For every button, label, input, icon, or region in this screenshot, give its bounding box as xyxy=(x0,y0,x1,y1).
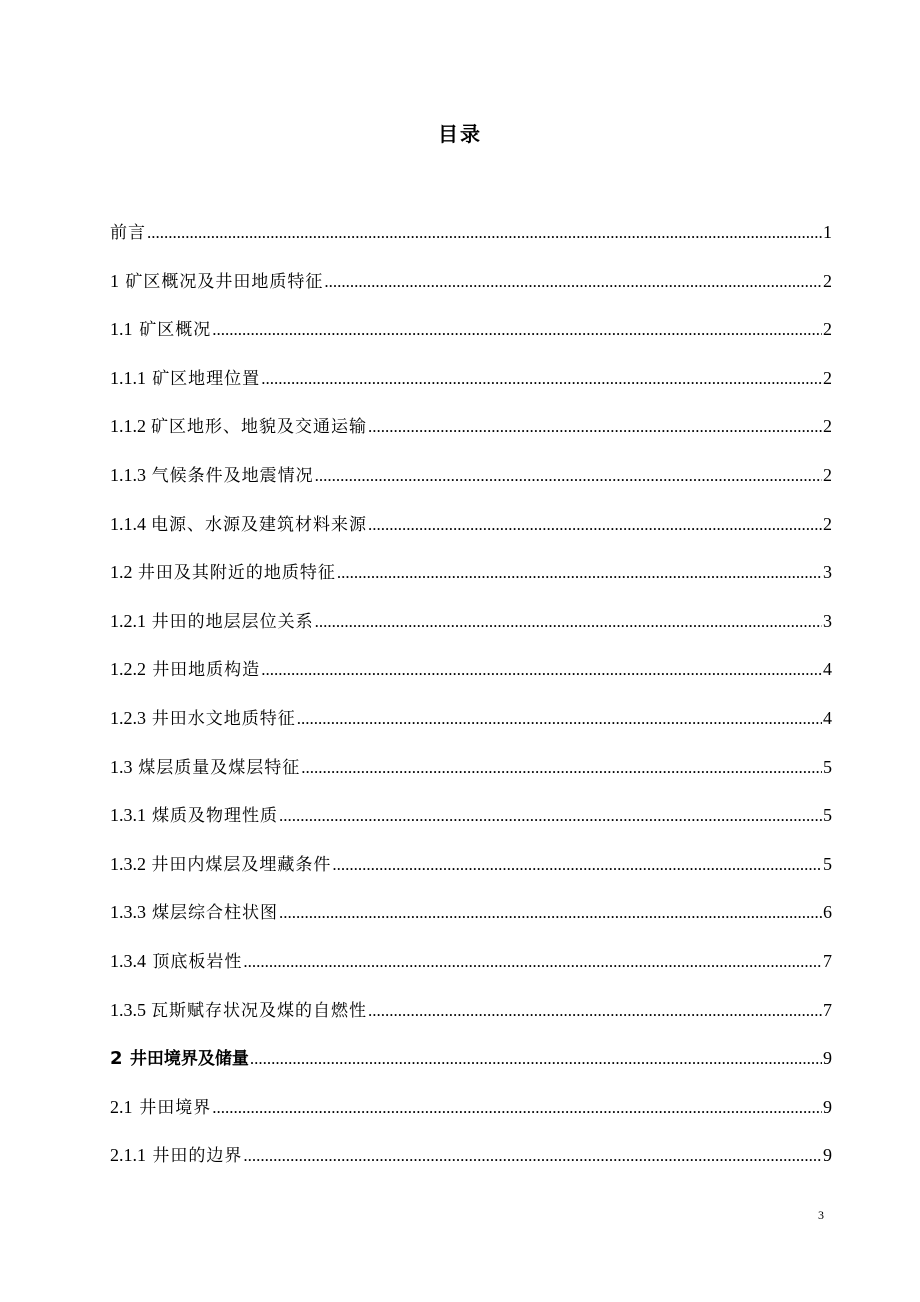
toc-entry[interactable] xyxy=(110,218,832,267)
toc-leader-dots xyxy=(368,511,822,539)
toc-entry-number: 1.2.3 xyxy=(110,707,146,728)
toc-leader-dots xyxy=(315,608,822,636)
toc-entry-page: 7 xyxy=(823,999,832,1020)
toc-entry-number: 1.3.3 xyxy=(110,902,146,923)
toc-entry-title: 电源、水源及建筑材料来源 xyxy=(151,514,367,535)
toc-entry-title: 煤质及物理性质 xyxy=(151,806,278,827)
toc-entry[interactable] xyxy=(110,607,832,656)
toc-entry-page: 2 xyxy=(823,319,832,340)
toc-entry-title: 瓦斯赋存状况及煤的自燃性 xyxy=(151,1000,367,1021)
toc-entry-title: 煤层质量及煤层特征 xyxy=(138,757,301,778)
toc-entry-number: 1.2 xyxy=(110,562,133,583)
toc-entry-number: 1 xyxy=(110,270,119,291)
toc-entry-title: 井田的边界 xyxy=(152,1146,243,1167)
toc-leader-dots xyxy=(279,899,822,927)
toc-leader-dots xyxy=(279,802,822,830)
toc-entry[interactable] xyxy=(110,850,832,899)
toc-leader-dots xyxy=(250,1045,822,1073)
toc-entry-page: 9 xyxy=(823,1096,832,1117)
toc-entry-page: 2 xyxy=(823,513,832,534)
toc-entry-page: 3 xyxy=(823,562,832,583)
toc-leader-dots xyxy=(243,1142,822,1170)
toc-leader-dots xyxy=(243,948,822,976)
toc-entry-number: 2.1.1 xyxy=(110,1145,146,1166)
toc-entry[interactable] xyxy=(110,753,832,802)
toc-entry-number: 1.1 xyxy=(110,319,133,340)
toc-entry-title: 井田的地层层位关系 xyxy=(151,611,314,632)
toc-entry-number: 1.3.4 xyxy=(110,950,146,971)
toc-leader-dots xyxy=(337,559,822,587)
toc-entry-number: 2.1 xyxy=(110,1096,133,1117)
page-title: 目录 xyxy=(438,122,482,146)
toc-leader-dots xyxy=(368,997,822,1025)
toc-entry-page: 7 xyxy=(823,950,832,971)
toc-entry[interactable] xyxy=(110,996,832,1045)
toc-entry-title: 井田及其附近的地质特征 xyxy=(137,563,336,584)
toc-entry-page: 9 xyxy=(823,1145,832,1166)
toc-leader-dots xyxy=(315,462,822,490)
table-of-contents xyxy=(110,218,832,1190)
toc-entry-page: 2 xyxy=(823,270,832,291)
toc-entry-number: 2 xyxy=(110,1048,123,1070)
toc-entry[interactable] xyxy=(110,461,832,510)
toc-entry[interactable] xyxy=(110,1141,832,1190)
toc-entry[interactable] xyxy=(110,704,832,753)
toc-leader-dots xyxy=(147,219,822,247)
toc-entry[interactable] xyxy=(110,1044,832,1093)
toc-entry[interactable] xyxy=(110,364,832,413)
toc-entry-title: 井田境界 xyxy=(139,1097,212,1118)
toc-entry-number: 1.2.1 xyxy=(110,610,146,631)
toc-entry-title: 井田水文地质特征 xyxy=(151,708,296,729)
toc-leader-dots xyxy=(297,705,822,733)
toc-entry-page: 1 xyxy=(823,222,832,242)
toc-leader-dots xyxy=(301,754,822,782)
toc-entry-number: 1.3.1 xyxy=(110,805,146,826)
toc-entry-number: 1.2.2 xyxy=(110,659,146,680)
toc-leader-dots xyxy=(368,413,822,441)
toc-leader-dots xyxy=(332,851,822,879)
toc-entry-number: 1.1.3 xyxy=(110,464,146,485)
toc-leader-dots xyxy=(261,365,822,393)
toc-entry-title: 矿区地形、地貌及交通运输 xyxy=(151,417,367,438)
toc-leader-dots xyxy=(261,656,822,684)
toc-entry[interactable] xyxy=(110,412,832,461)
toc-entry-number: 1.1.2 xyxy=(110,416,146,437)
toc-entry-number: 1.3 xyxy=(110,756,133,777)
toc-entry-page: 2 xyxy=(823,367,832,388)
toc-entry[interactable] xyxy=(110,898,832,947)
toc-entry-page: 3 xyxy=(823,610,832,631)
toc-entry[interactable] xyxy=(110,315,832,364)
toc-entry-title: 井田境界及储量 xyxy=(129,1049,249,1070)
toc-entry-page: 4 xyxy=(823,707,832,728)
toc-entry[interactable] xyxy=(110,947,832,996)
toc-entry[interactable] xyxy=(110,1093,832,1142)
toc-leader-dots xyxy=(324,268,822,296)
toc-entry-number: 1.1.1 xyxy=(110,367,146,388)
toc-entry-title: 前言 xyxy=(110,223,146,243)
toc-entry-page: 9 xyxy=(823,1048,832,1069)
toc-entry-title: 矿区概况 xyxy=(139,320,212,341)
toc-entry-title: 井田内煤层及埋藏条件 xyxy=(151,854,332,875)
toc-leader-dots xyxy=(212,1094,822,1122)
toc-entry[interactable] xyxy=(110,267,832,316)
toc-leader-dots xyxy=(212,316,822,344)
toc-entry[interactable] xyxy=(110,655,832,704)
toc-entry-number: 1.3.2 xyxy=(110,853,146,874)
toc-entry-title: 煤层综合柱状图 xyxy=(151,903,278,924)
toc-entry-page: 5 xyxy=(823,756,832,777)
toc-entry-page: 5 xyxy=(823,853,832,874)
toc-entry-page: 6 xyxy=(823,902,832,923)
toc-entry-title: 矿区地理位置 xyxy=(152,368,261,389)
toc-entry-title: 井田地质构造 xyxy=(152,660,261,681)
toc-entry-page: 4 xyxy=(823,659,832,680)
toc-entry-number: 1.1.4 xyxy=(110,513,146,534)
toc-entry-page: 2 xyxy=(823,464,832,485)
toc-entry-page: 5 xyxy=(823,805,832,826)
toc-entry-title: 矿区概况及井田地质特征 xyxy=(125,271,324,292)
toc-entry[interactable] xyxy=(110,558,832,607)
toc-entry-title: 气候条件及地震情况 xyxy=(151,465,314,486)
toc-entry[interactable] xyxy=(110,510,832,559)
toc-entry-number: 1.3.5 xyxy=(110,999,146,1020)
toc-entry-title: 顶底板岩性 xyxy=(152,951,243,972)
toc-entry[interactable] xyxy=(110,801,832,850)
toc-entry-page: 2 xyxy=(823,416,832,437)
page-number: 3 xyxy=(818,1208,824,1222)
